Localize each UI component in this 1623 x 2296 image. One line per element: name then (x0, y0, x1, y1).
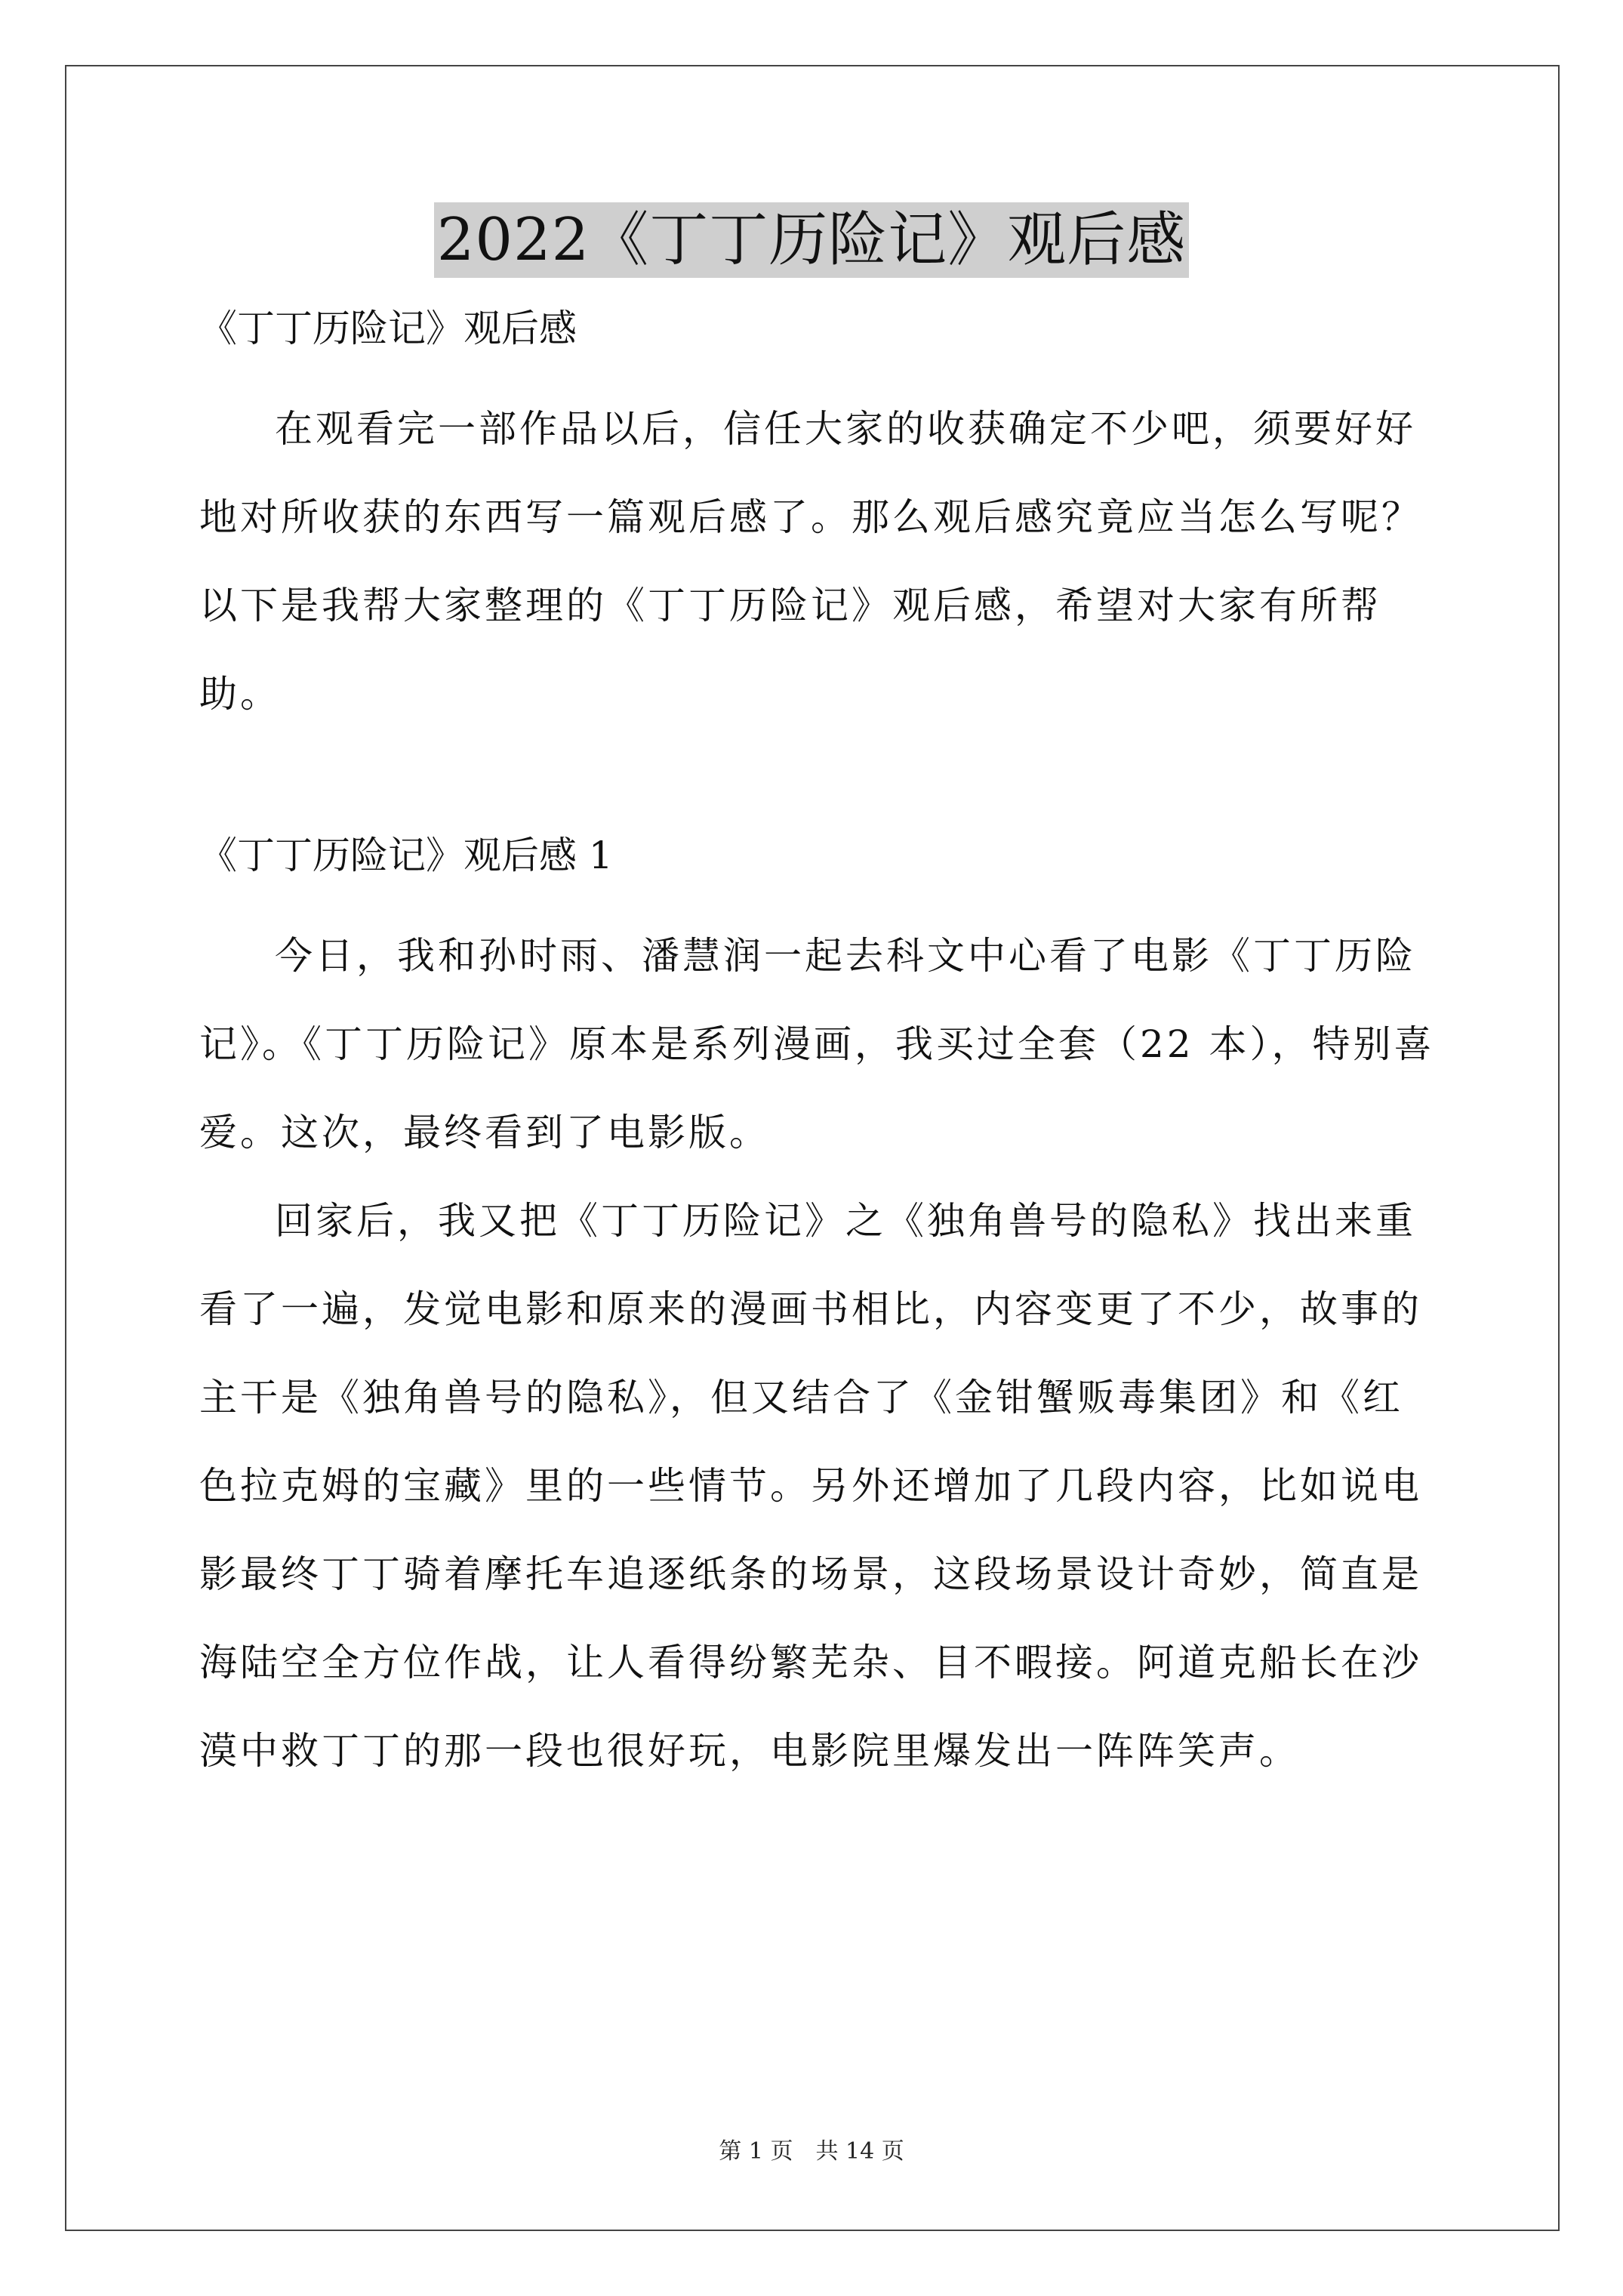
title-container (0, 202, 1623, 278)
document-body (199, 302, 1437, 1795)
document-title: 2022《丁丁历险记》观后感 (434, 202, 1190, 278)
intro-paragraph: 在观看完一部作品以后，信任大家的收获确定不少吧，须要好好地对所收获的东西写一篇观后感了。那么观后感究竟应当怎么写呢？以下是我帮大家整理的《丁丁历险记》观后感，希望对大家有所帮助。 (199, 407, 1422, 716)
section-heading: 《丁丁历险记》观后感 1 (199, 834, 613, 877)
intro-heading: 《丁丁历险记》观后感 (199, 307, 577, 350)
body-paragraph: 今日，我和孙时雨、潘慧润一起去科文中心看了电影《丁丁历险记》。《丁丁历险记》原本是系列漫画，我买过全套（22 本），特别喜爱。这次，最终看到了电影版。 (199, 934, 1435, 1154)
body-paragraph: 回家后，我又把《丁丁历险记》之《独角兽号的隐私》找出来重看了一遍，发觉电影和原来的漫画书相比，内容变更了不少，故事的主干是《独角兽号的隐私》，但又结合了《金钳蟹贩毒集团》和《红色拉克姆的宝藏》里的一些情节。另外还增加了几段内容，比如说电影最终丁丁骑着摩托车追逐纸条的场景，这段场景设计奇妙，简直是海陆空全方位作战，让人看得纷繁芜杂、目不暇接。阿道克船长在沙漠中救丁丁的那一段也很好玩，电影院里爆发出一阵阵笑声。 (199, 1199, 1422, 1773)
page-number-footer: 第 1 页 共 14 页 (719, 2138, 904, 2165)
